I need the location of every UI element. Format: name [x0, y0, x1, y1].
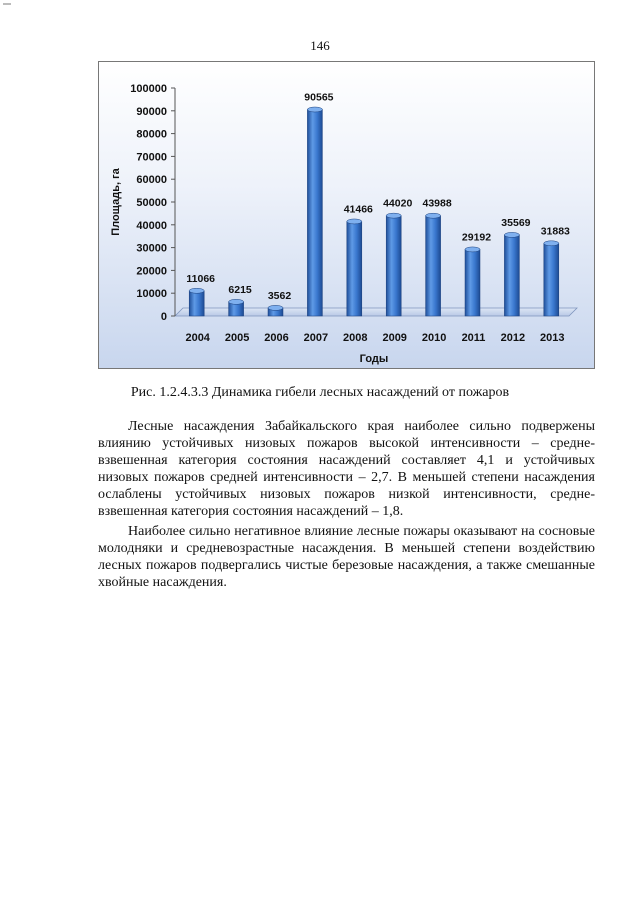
- x-tick-label: 2005: [224, 332, 250, 344]
- data-label: 6215: [228, 283, 252, 296]
- bar-chart: [98, 61, 595, 369]
- y-tick-label: 90000: [136, 105, 167, 118]
- data-label: 35569: [501, 216, 531, 229]
- bar-top: [504, 232, 519, 237]
- data-label: 44020: [383, 197, 413, 210]
- data-label: 29192: [461, 231, 492, 244]
- bar-top: [386, 213, 401, 218]
- y-tick-label: 0: [160, 311, 167, 323]
- y-tick-label: 40000: [136, 219, 167, 232]
- x-axis-title: Годы: [359, 353, 389, 365]
- bar-top: [544, 241, 559, 246]
- data-label: 3562: [267, 289, 292, 302]
- data-label: 43988: [422, 197, 452, 210]
- page-number: 146: [310, 38, 330, 53]
- bar: [544, 243, 559, 316]
- y-axis-title: Площадь, га: [110, 168, 122, 236]
- bar-top: [465, 247, 480, 252]
- bar: [426, 216, 441, 316]
- bar: [504, 235, 519, 316]
- bar-top: [189, 288, 204, 293]
- x-tick-label: 2004: [185, 332, 210, 344]
- y-tick-label: 50000: [136, 197, 167, 209]
- y-tick-label: 60000: [136, 174, 167, 187]
- bar: [189, 291, 204, 316]
- bar: [347, 221, 362, 316]
- x-tick-label: 2009: [382, 332, 407, 344]
- paragraph: Наиболее сильно негативное влияние лесные пожары оказывают на сосновые молодняки и средневозрастные насаждения. В меньшей степени воздействию лесных пожаров подвергались чистые березовые насаждения, а также смешанные хвойные насаждения.: [98, 524, 595, 590]
- x-tick-label: 2010: [421, 332, 447, 344]
- y-tick-label: 100000: [130, 83, 167, 95]
- bar: [386, 216, 401, 316]
- bar-top: [229, 299, 244, 304]
- x-tick-label: 2006: [264, 332, 289, 344]
- x-tick-label: 2008: [343, 332, 368, 344]
- y-tick-label: 80000: [136, 128, 167, 141]
- data-label: 41466: [343, 203, 373, 216]
- data-label: 11066: [186, 272, 216, 285]
- data-label: 31883: [540, 225, 570, 238]
- bar-top: [307, 107, 322, 112]
- figure-caption: Рис. 1.2.4.3.3 Динамика гибели лесных насаждений от пожаров: [130, 385, 510, 400]
- body-text: [98, 418, 595, 594]
- bar: [307, 110, 322, 316]
- paragraph: Лесные насаждения Забайкальского края наиболее сильно подвержены влиянию устойчивых низовых пожаров высокой интенсивности – средне-взвешенная категория состояния насаждений составляет 4,1 и устойчивых низовых пожаров средней интенсивности – 2,7. В меньшей степени насаждения ослаблены устойчивых низовых пожаров низкой интенсивности, средне-взвешенная категория состояния насаждений – 1,8.: [98, 419, 595, 519]
- y-tick-label: 70000: [136, 151, 167, 164]
- bar-top: [268, 305, 283, 310]
- x-tick-label: 2013: [540, 332, 565, 344]
- x-tick-label: 2011: [461, 332, 486, 344]
- y-tick-label: 30000: [136, 242, 167, 255]
- bar-top: [347, 219, 362, 224]
- scan-mark: [3, 3, 11, 5]
- bar: [465, 249, 480, 316]
- data-label: 90565: [304, 91, 334, 104]
- bar-top: [426, 213, 441, 218]
- y-tick-label: 20000: [136, 265, 167, 278]
- x-tick-label: 2007: [303, 332, 329, 344]
- x-tick-label: 2012: [500, 332, 526, 344]
- chart-canvas: [99, 62, 594, 368]
- y-tick-label: 10000: [136, 288, 167, 301]
